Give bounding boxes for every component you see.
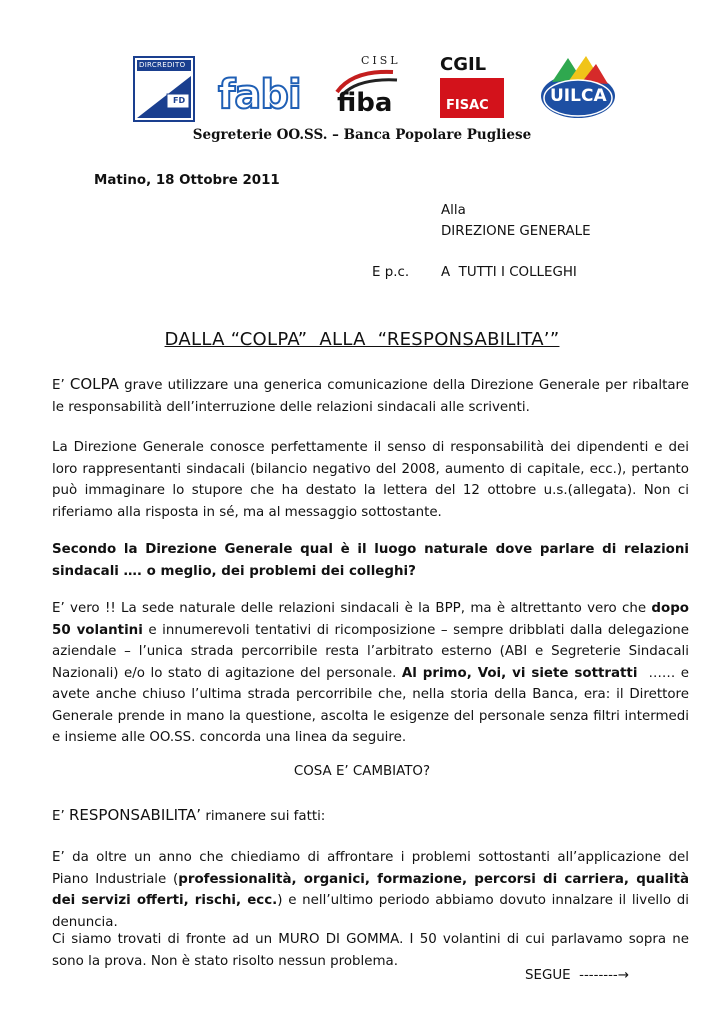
dircredito-bottom-text: FD [173, 96, 186, 105]
paragraph-muro-di-gomma: Ci siamo trovati di fronte ad un MURO DI GOMMA. I 50 volantini di cui parlavamo sopra ne sono la prova. Non è stato risolto nessun problema. [52, 932, 689, 969]
fiba-text: fiba [337, 88, 393, 118]
fabi-text: fabi [218, 72, 301, 118]
para4-text2: e innumerevoli tentativi di ricomposizione – sempre dribblati dalla delegazione aziendale – l’unica strada percorribile resta l’arbitrato esterno (ABI e Segreterie Sindacali Nazionali) e/o lo stato di agitazione del personale. [52, 622, 690, 681]
addressee-colleghi: A TUTTI I COLLEGHI [441, 265, 577, 280]
dircredito-top-text: DIRCREDITO [139, 61, 186, 69]
para5-text: rimanere sui fatti: [201, 809, 326, 824]
addressee-epc: E p.c. [372, 265, 410, 280]
section-heading-cosa-cambiato: COSA E’ CAMBIATO? [293, 764, 431, 779]
document-title: DALLA “COLPA” ALLA “RESPONSABILITA’” [164, 329, 560, 350]
fisac-text: FISAC [446, 98, 489, 113]
paragraph-question: Secondo la Direzione Generale qual è il luogo naturale dove parlare di relazioni sindacali …. o meglio, dei problemi dei colleghi? [52, 542, 689, 579]
paragraph-sede-naturale [52, 598, 694, 749]
cgil-text: CGIL [440, 54, 487, 75]
uilca-text: UILCA [550, 86, 607, 106]
paragraph-responsabilita-dipendenti: La Direzione Generale conosce perfettamente il senso di responsabilità dei dipendenti e dei loro rappresentanti sindacali (bilancio negativo del 2008, aumento di capitale, ecc.), pertanto può immaginare lo stupore che ha destato la lettera del 12 ottobre u.s.(allegata). Non ci riferiamo alla risposta in sé, ma al messaggio sottostante. [52, 440, 689, 520]
segue-label: SEGUE --------→ [525, 968, 629, 983]
para6-text2: ) e nell’ultimo periodo abbiamo dovuto innalzare il livello di denuncia. [52, 893, 689, 930]
para1-keyword: COLPA [69, 375, 119, 393]
para4-bold1: dopo 50 volantini [52, 601, 689, 638]
uilca-logo [538, 52, 618, 122]
cgil-fisac-logo [440, 56, 504, 118]
header-line: Segreterie OO.SS. – Banca Popolare Pugliese [192, 127, 532, 143]
paragraph-piano-industriale [52, 847, 689, 933]
para4-text3: …… e avete anche chiuso l’ultima strada percorribile che, nella storia della Banca, era: il Direttore Generale prende in mano la questione, ascolta le esigenze del personale senza filtri intermedi e insieme alle OO.SS. concorda una linea da seguire. [52, 665, 694, 745]
fabi-logo [218, 72, 302, 122]
addressee-direzione: DIREZIONE GENERALE [441, 224, 591, 239]
paragraph-colpa [52, 374, 689, 418]
para5-pre: E’ [52, 809, 69, 824]
para4-bold2: Al primo, Voi, vi siete sottratti [401, 665, 638, 681]
addressee-alla: Alla [441, 203, 466, 218]
fiba-logo [333, 54, 411, 120]
para6-bold: professionalità, organici, formazione, percorsi di carriera, qualità dei servizi offerti, rischi, ecc. [52, 871, 689, 908]
dircredito-logo [133, 56, 195, 122]
para1-text: grave utilizzare una generica comunicazione della Direzione Generale per ribaltare le responsabilità dell’interruzione delle relazioni sindacali alle scriventi. [52, 378, 689, 415]
para4-text1: E’ vero !! La sede naturale delle relazioni sindacali è la BPP, ma è altrettanto vero che [52, 601, 652, 616]
para5-keyword: RESPONSABILITA’ [68, 806, 202, 824]
paragraph-responsabilita [52, 805, 689, 828]
para1-pre: E’ [52, 378, 70, 393]
para6-text1: E’ da oltre un anno che chiediamo di affrontare i problemi sottostanti all’applicazione del Piano Industriale ( [52, 850, 689, 887]
cisl-text: CISL [361, 54, 401, 67]
date: Matino, 18 Ottobre 2011 [94, 173, 280, 188]
logo-strip [0, 52, 724, 122]
